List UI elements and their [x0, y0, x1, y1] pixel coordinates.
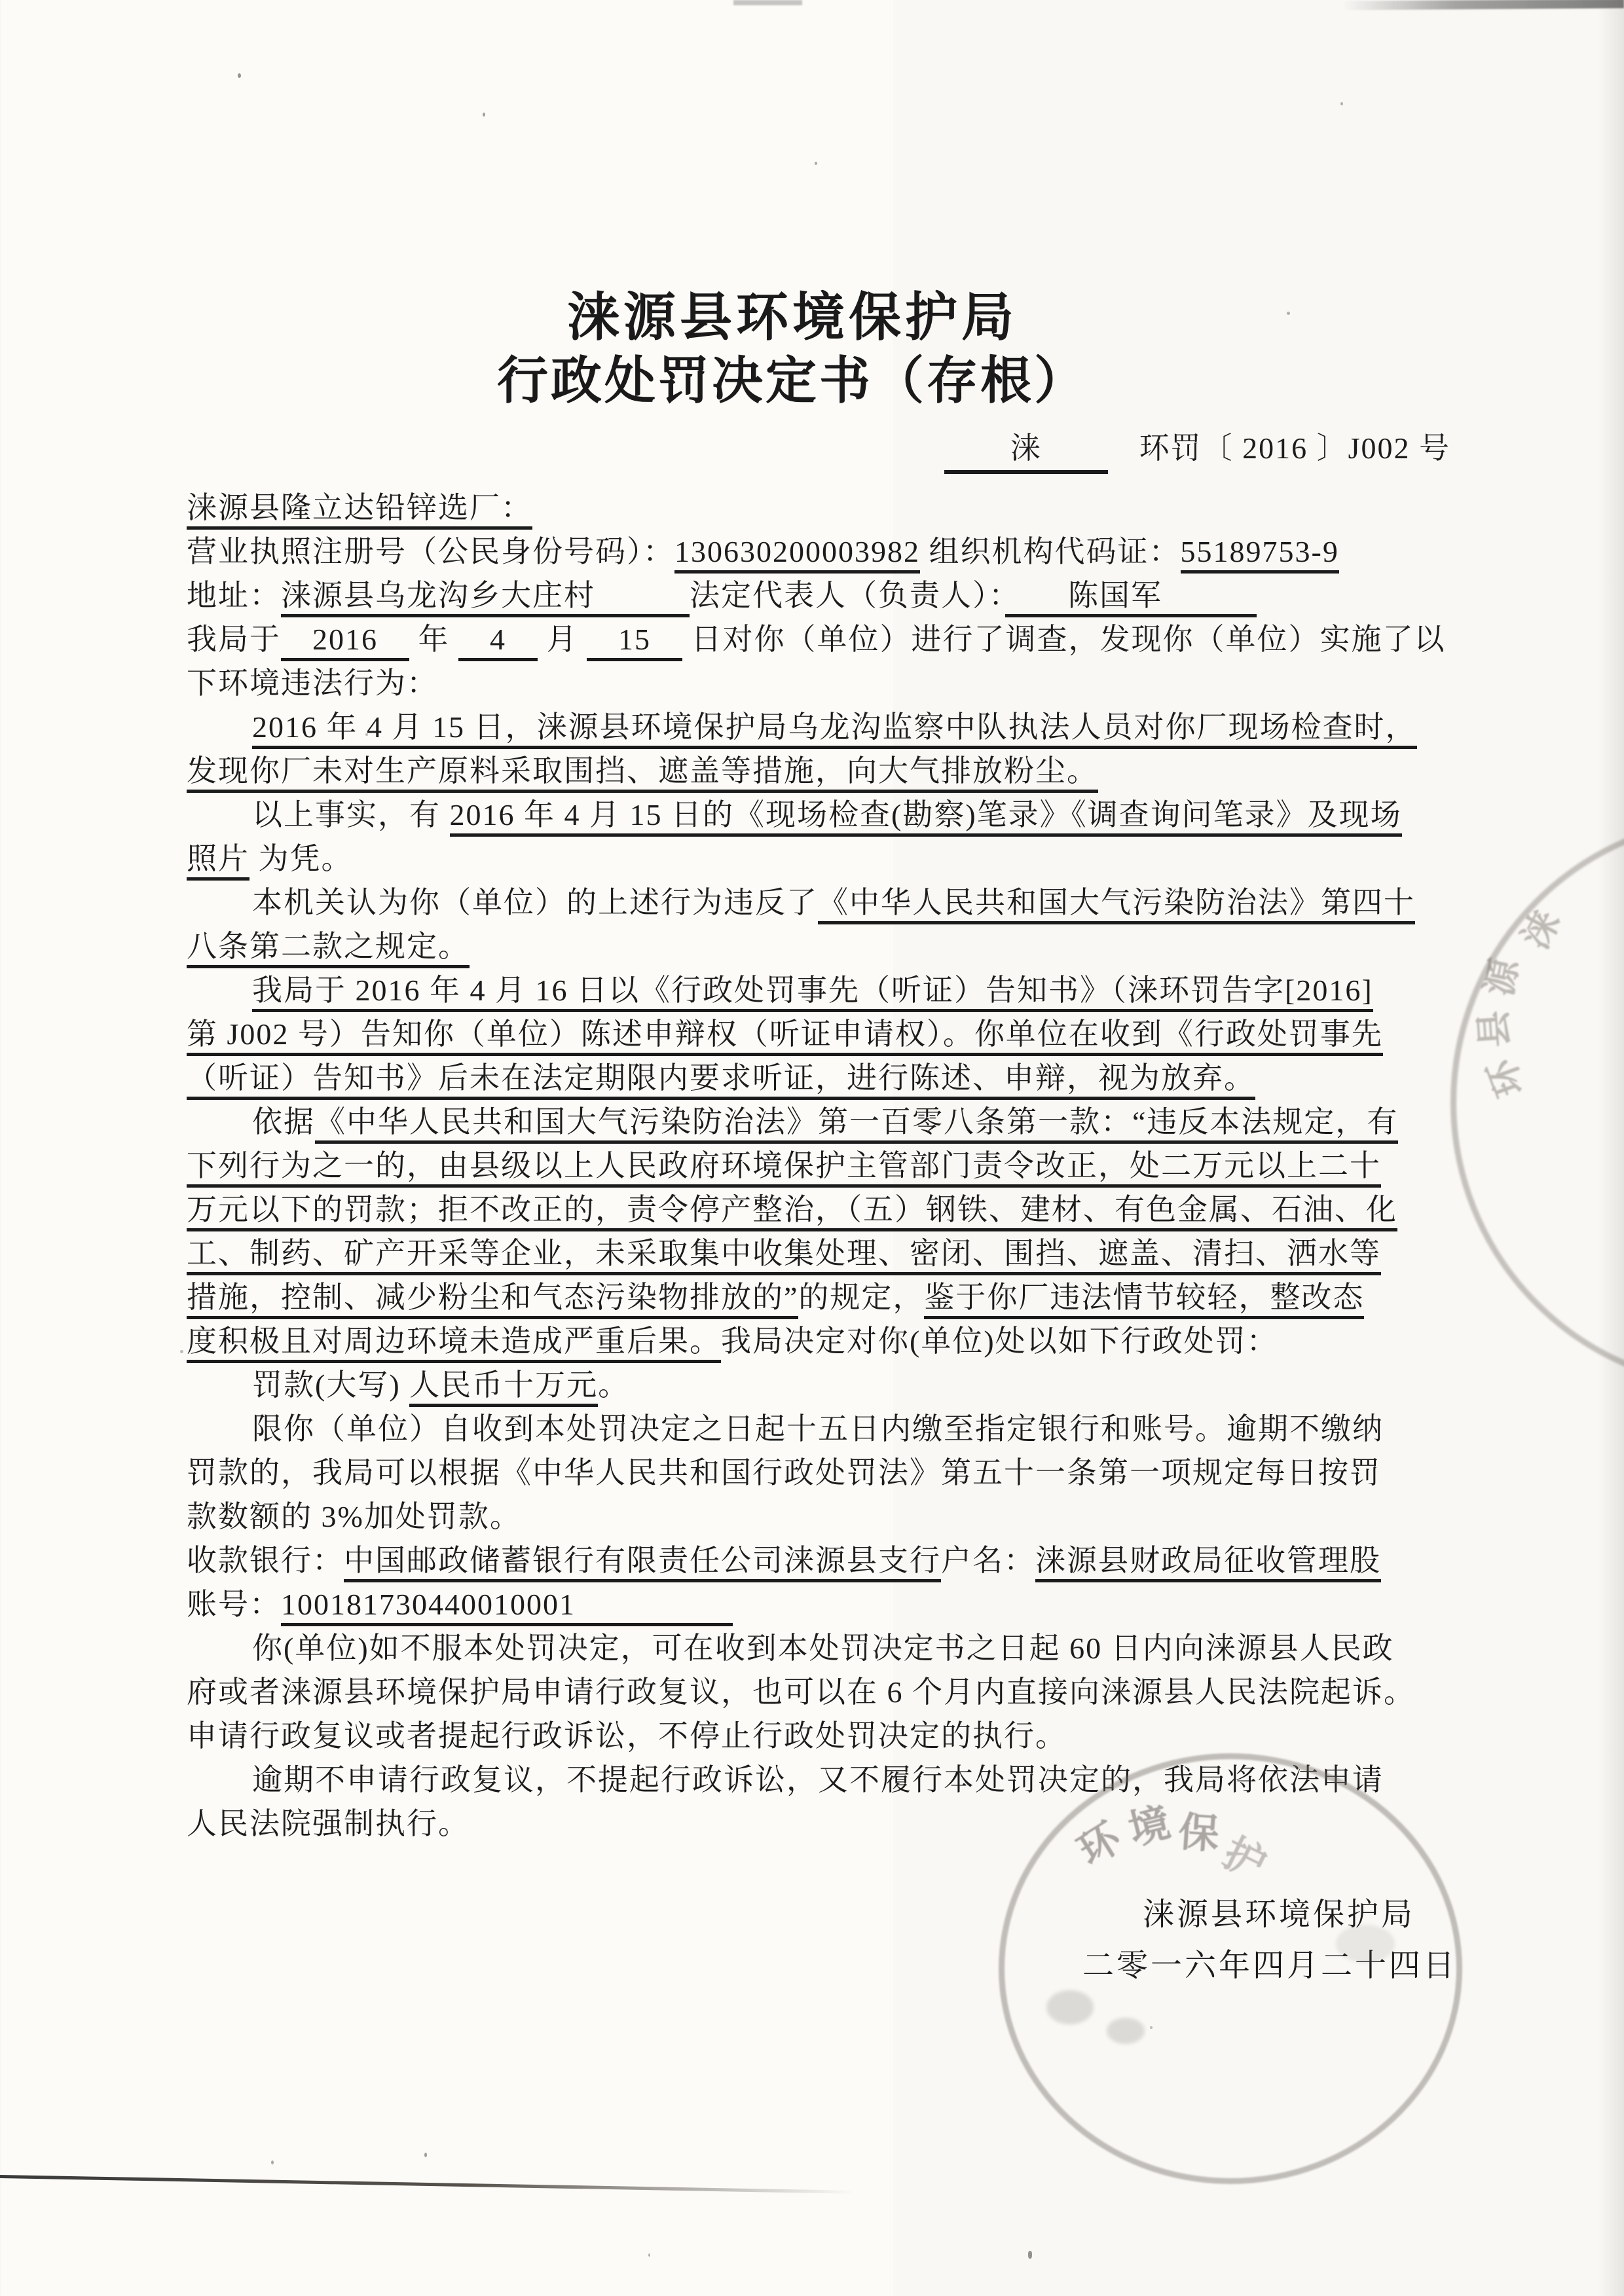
- scan-speck: [365, 733, 368, 736]
- stamp-character: 涞: [1515, 904, 1568, 956]
- stamp-character: 境: [1124, 1800, 1175, 1854]
- document-line: 依据《中华人民共和国大气污染防治法》第一百零八条第一款：“违反本法规定，有: [187, 1100, 1454, 1144]
- document-line: 款数额的 3%加处罚款。: [187, 1500, 521, 1533]
- document-line: 限你（单位）自收到本处罚决定之日起十五日内缴至指定银行和账号。逾期不缴纳: [252, 1412, 1384, 1446]
- document-title-type: 行政处罚决定书（存根）: [496, 352, 1088, 409]
- scan-speck: [424, 2153, 427, 2157]
- document-line: 罚款的，我局可以根据《中华人民共和国行政处罚法》第五十一条第一项规定每日按罚: [187, 1456, 1381, 1489]
- scan-speck: [1150, 2026, 1153, 2029]
- scan-speck: [648, 2253, 650, 2257]
- scan-streak-artifact: [1342, 0, 1624, 10]
- scan-speck: [1028, 2251, 1032, 2259]
- document-line: 措施，控制、减少粉尘和气态污染物排放的”的规定，鉴于你厂违法情节较轻，整改态: [187, 1275, 1454, 1319]
- scan-speck: [1287, 312, 1290, 315]
- document-line: 你(单位)如不服本处罚决定，可在收到本处罚决定书之日起 60 日内向涞源县人民政: [252, 1631, 1394, 1665]
- signature-date: 二零一六年四月二十四日: [1082, 1948, 1457, 1983]
- stamp-smudge: [1336, 1925, 1395, 1963]
- document-line: 本机关认为你（单位）的上述行为违反了《中华人民共和国大气污染防治法》第四十: [187, 881, 1454, 924]
- stamp-character: 环: [1071, 1815, 1129, 1875]
- document-line: 下列行为之一的，由县级以上人民政府环境保护主管部门责令改正，处二万元以上二十: [187, 1144, 1454, 1188]
- document-line: 我局于 2016 年 4 月 16 日以《行政处罚事先（听证）告知书》（涞环罚告字[2016]: [187, 968, 1454, 1012]
- document-number-region: 涞: [944, 424, 1108, 474]
- stamp-ring: [999, 1753, 1462, 2184]
- document-line: 营业执照注册号（公民身份号码）：130630200003982 组织机构代码证：55189753-9: [187, 530, 1454, 574]
- scan-streak-artifact: [733, 0, 802, 5]
- document-line: 工、制药、矿产开采等企业，未采取集中收集处理、密闭、围挡、遮盖、清扫、洒水等: [187, 1231, 1454, 1275]
- document-line: 账号：100181730440010001: [187, 1582, 1454, 1626]
- signature-org: 涞源县环境保护局: [1142, 1897, 1415, 1932]
- document-line: 申请行政复议或者提起行政诉讼，不停止行政处罚决定的执行。: [187, 1719, 1067, 1753]
- scan-edge-shade: [1598, 0, 1624, 2296]
- document-line: 下环境违法行为：: [187, 666, 438, 700]
- document-line: 府或者涞源县环境保护局申请行政复议，也可以在 6 个月内直接向涞源县人民法院起诉。: [187, 1675, 1415, 1709]
- scan-speck: [483, 113, 485, 117]
- document-line: 逾期不申请行政复议，不提起行政诉讼，又不履行本处罚决定的，我局将依法申请: [252, 1763, 1384, 1796]
- stamp-character: 县: [1473, 1009, 1517, 1049]
- scan-speck: [180, 1350, 183, 1353]
- document-line: 2016 年 4 月 15 日，涞源县环境保护局乌龙沟监察中队执法人员对你厂现场检查时，: [187, 705, 1454, 749]
- document-line: 罚款(大写) 人民币十万元。: [187, 1363, 1454, 1407]
- stamp-character: 环: [1481, 1053, 1532, 1102]
- document-header: [0, 287, 1585, 412]
- document-body: [187, 486, 1454, 1846]
- scan-speck: [238, 73, 241, 78]
- scan-speck: [271, 2160, 274, 2164]
- stamp-smudge: [1046, 1990, 1094, 2024]
- document-line: 收款银行：中国邮政储蓄银行有限责任公司涞源县支行户名：涞源县财政局征收管理股: [187, 1539, 1454, 1582]
- document-line: 第 J002 号）告知你（单位）陈述申辩权（听证申请权）。你单位在收到《行政处罚事先: [187, 1012, 1454, 1056]
- document-number: [944, 424, 1450, 474]
- document-line: 度积极且对周边环境未造成严重后果。我局决定对你(单位)处以如下行政处罚：: [187, 1319, 1454, 1363]
- document-line: 涞源县隆立达铅锌选厂：: [187, 486, 1454, 530]
- document-line: 我局于 2016 年 4 月 15 日对你（单位）进行了调查，发现你（单位）实施了以: [187, 617, 1454, 661]
- document-line: 以上事实，有 2016 年 4 月 15 日的《现场检查(勘察)笔录》《调查询问笔录》及现场: [187, 793, 1454, 837]
- stamp-character: 护: [1216, 1831, 1272, 1889]
- scan-speck: [1340, 102, 1343, 105]
- document-line: 万元以下的罚款；拒不改正的，责令停产整治，（五）钢铁、建材、有色金属、石油、化: [187, 1188, 1454, 1231]
- document-number-code: 环罚〔 2016 〕J002 号: [1107, 431, 1450, 465]
- document-line: 发现你厂未对生产原料采取围挡、遮盖等措施，向大气排放粉尘。: [187, 749, 1454, 793]
- document-line: （听证）告知书》后未在法定期限内要求听证，进行陈述、申辩，视为放弃。: [187, 1056, 1454, 1100]
- stamp-character: 保: [1177, 1810, 1221, 1858]
- scan-line-artifact: [0, 2175, 855, 2194]
- scan-speck: [815, 162, 817, 165]
- stamp-smudge: [1107, 2018, 1145, 2044]
- document-line: 八条第二款之规定。: [187, 924, 1454, 968]
- document-line: 地址：涞源县乌龙沟乡大庄村 法定代表人（负责人）： 陈国军: [187, 574, 1454, 617]
- stamp-character: 源: [1479, 955, 1527, 1000]
- document-title-agency: 涞源县环境保护局: [567, 289, 1018, 347]
- document-line: 人民法院强制执行。: [187, 1807, 470, 1840]
- document-line: 照片 为凭。: [187, 837, 1454, 881]
